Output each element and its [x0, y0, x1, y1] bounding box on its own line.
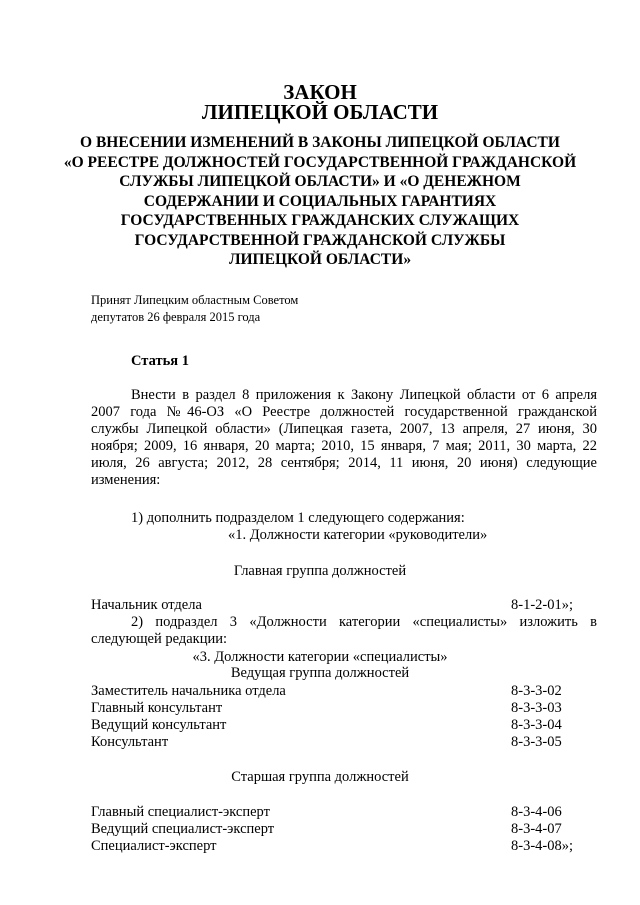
subtitle-line: «О РЕЕСТРЕ ДОЛЖНОСТЕЙ ГОСУДАРСТВЕННОЙ ГРАЖДАНСКОЙ [63, 153, 577, 171]
article-intro-line: 2007 года №46-ОЗ «О Реестре должностей государственной гражданской [91, 404, 597, 420]
adoption-note-line: Принят Липецким областным Советом [91, 293, 299, 307]
position-code: 8-1-2-01»; [511, 597, 574, 613]
position-code: 8-3-3-04 [511, 717, 562, 733]
section-1-title: «1. Должности категории «руководители» [228, 527, 488, 543]
article-intro-line: Внести в раздел 8 приложения к Закону Липецкой области от 6 апреля [131, 387, 597, 403]
subtitle-line: ЛИПЕЦКОЙ ОБЛАСТИ» [228, 251, 412, 268]
subtitle-line: ГОСУДАРСТВЕННОЙ ГРАЖДАНСКОЙ СЛУЖБЫ [134, 231, 506, 249]
article-intro-line: изменения: [91, 472, 161, 488]
subtitle-line: СОДЕРЖАНИИ И СОЦИАЛЬНЫХ ГАРАНТИЯХ [143, 192, 497, 210]
position-code: 8-3-3-03 [511, 700, 562, 716]
amendment-item-2: 2) подраздел 3 «Должности категории «специалисты» изложить в [131, 614, 597, 630]
section-1-group-heading: Главная группа должностей [233, 563, 407, 579]
position-name: Начальник отдела [91, 597, 202, 613]
adoption-date-line: депутатов 26 февраля 2015 года [91, 310, 261, 324]
article-intro-line: службы Липецкой области» (Липецкая газета, 2007, 13 апреля, 27 июня, 30 [91, 421, 597, 437]
subtitle-line: О ВНЕСЕНИИ ИЗМЕНЕНИЙ В ЗАКОНЫ ЛИПЕЦКОЙ ОБЛАСТИ [80, 134, 560, 151]
position-code: 8-3-4-08»; [511, 838, 574, 854]
amendment-item-1: 1) дополнить подразделом 1 следующего содержания: [131, 510, 465, 526]
position-name: Главный консультант [91, 700, 223, 716]
subtitle-line: СЛУЖБЫ ЛИПЕЦКОЙ ОБЛАСТИ» И «О ДЕНЕЖНОМ [119, 173, 521, 190]
article-heading: Статья 1 [131, 353, 189, 369]
position-code: 8-3-3-05 [511, 734, 562, 750]
section-3-title: «3. Должности категории «специалисты» [192, 649, 448, 665]
position-name: Главный специалист-эксперт [91, 804, 270, 820]
position-name: Ведущий специалист-эксперт [91, 821, 275, 837]
position-name: Заместитель начальника отдела [91, 683, 286, 699]
senior-group-heading: Старшая группа должностей [231, 769, 409, 785]
law-subtitle [0, 133, 640, 270]
position-code: 8-3-4-07 [511, 821, 562, 837]
position-code: 8-3-4-06 [511, 804, 562, 820]
position-code: 8-3-3-02 [511, 683, 562, 699]
law-region-title: ЛИПЕЦКОЙ ОБЛАСТИ [201, 100, 439, 124]
law-title: ЗАКОН [283, 80, 357, 104]
position-name: Специалист-эксперт [91, 838, 217, 854]
position-name: Консультант [91, 734, 169, 750]
leading-group-heading: Ведущая группа должностей [230, 665, 410, 681]
amendment-item-2-continuation: следующей редакции: [91, 631, 228, 647]
position-name: Ведущий консультант [91, 717, 227, 733]
subtitle-line: ГОСУДАРСТВЕННЫХ ГРАЖДАНСКИХ СЛУЖАЩИХ [120, 212, 520, 229]
article-intro-line: июля, 26 августа; 2012, 28 сентября; 2014, 11 июня, 20 июня) следующие [91, 455, 597, 471]
article-intro-line: ноября; 2009, 16 января, 20 марта; 2010, 15 января, 7 мая; 2011, 30 марта, 22 [91, 438, 597, 454]
